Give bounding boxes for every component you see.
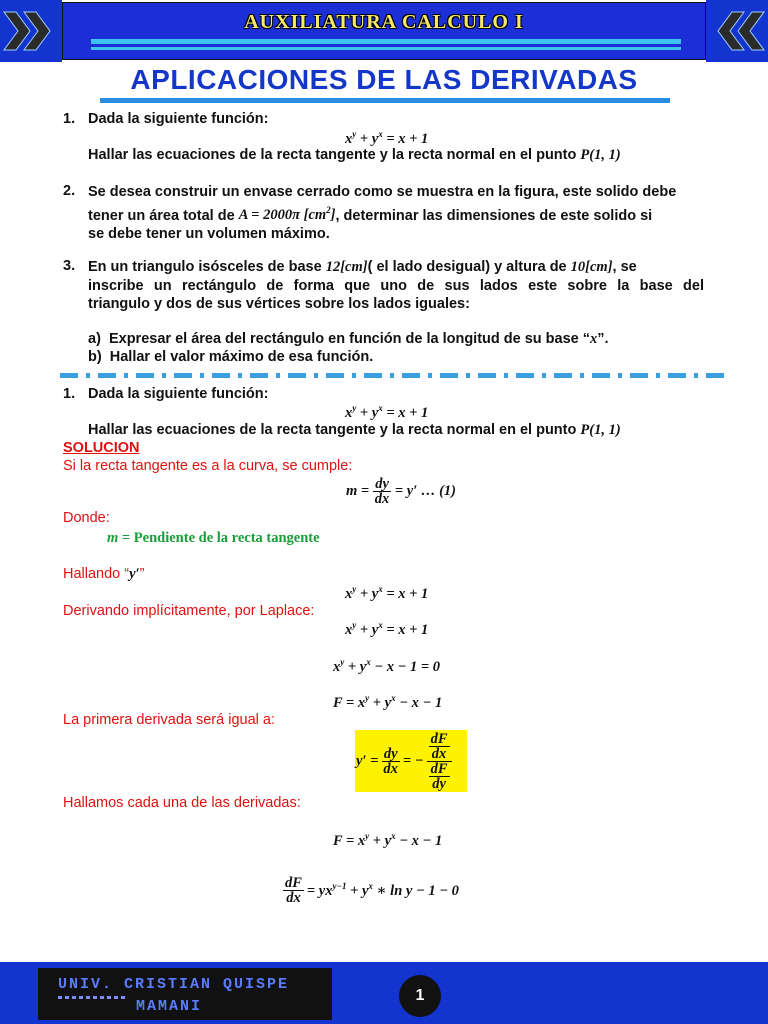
- problem-1-number: 1.: [63, 111, 76, 127]
- problem-1-text: Hallar las ecuaciones de la recta tangente y la recta normal en el punto P(1, 1): [88, 147, 621, 163]
- hallamos-label: Hallamos cada una de las derivadas:: [63, 795, 301, 811]
- problem-3-part-b: b) Hallar el valor máximo de esa función.: [88, 349, 374, 365]
- equation-original: $x^y + y^x = x + 1$: [345, 584, 429, 602]
- equation-F: $F = x^y + y^x - x - 1$: [333, 693, 443, 711]
- problem-2-text: Se desea construir un envase cerrado como se muestra en la figura, este solido debe tener un área total de A = 2000π $[cm^2]$, determinar las dimensiones de este solido si se debe tener un volumen máximo.: [88, 184, 677, 242]
- page-header: [0, 0, 768, 62]
- equation-original-2: $x^y + y^x = x + 1$: [345, 620, 429, 638]
- derivative-formula: y′ = $\frac{dy}{dx}$ = − $\frac{\frac{dF}{dx}}{\frac{dF}{dy}}$: [356, 732, 452, 791]
- problem-3-part-a: a) Expresar el área del rectángulo en función de la longitud de su base “x”.: [88, 331, 609, 347]
- page-number: 1: [399, 975, 441, 1017]
- problem-2-number: 2.: [63, 183, 76, 199]
- header-title: AUXILIATURA CALCULO I: [244, 11, 524, 33]
- header-band: [62, 2, 706, 60]
- solution-problem-equation: $x^y + y^x = x + 1$: [345, 403, 429, 421]
- double-chevron-right-icon: [0, 0, 62, 62]
- author-name-line2: MAMANI: [136, 998, 203, 1015]
- author-name-line1: UNIV. CRISTIAN QUISPE: [58, 976, 290, 993]
- hallando-label: Hallando “y′”: [63, 566, 145, 582]
- double-chevron-left-icon: [706, 0, 768, 62]
- slope-definition: m = Pendiente de la recta tangente: [107, 530, 320, 546]
- solution-statement-1: Si la recta tangente es a la curva, se cumple:: [63, 458, 353, 474]
- equation-zero-form: $x^y + y^x - x - 1 = 0$: [333, 657, 441, 675]
- derivando-label: Derivando implícitamente, por Laplace:: [63, 603, 315, 619]
- donde-label: Donde:: [63, 510, 110, 526]
- solution-problem-number: 1.: [63, 386, 76, 402]
- primera-label: La primera derivada será igual a:: [63, 712, 275, 728]
- problem-1-equation: $x^y + y^x = x + 1$: [345, 129, 429, 147]
- equation-F-2: $F = x^y + y^x - x - 1$: [333, 831, 443, 849]
- equation-slope: m = $\frac{dy}{dx}$ = y′ … (1): [346, 476, 456, 507]
- title-underline: [100, 98, 670, 103]
- solution-heading: SOLUCION: [63, 440, 140, 456]
- footer-dotted-line: [58, 996, 128, 999]
- problem-1-intro: Dada la siguiente función:: [88, 111, 269, 127]
- section-divider: [60, 373, 732, 378]
- page-title: APLICACIONES DE LAS DERIVADAS: [130, 64, 638, 95]
- solution-problem-intro: Dada la siguiente función:: [88, 386, 269, 402]
- solution-problem-text: Hallar las ecuaciones de la recta tangente y la recta normal en el punto P(1, 1): [88, 422, 621, 438]
- problem-3-text: En un triangulo isósceles de base 12[cm]( el lado desigual) y altura de 10[cm], se inscribe un rectángulo de forma que uno de sus lados este sobre la base del triangulo y dos de sus vértices sobre los lados iguales:: [88, 259, 704, 312]
- page-footer: [0, 962, 768, 1024]
- problem-3-number: 3.: [63, 258, 76, 274]
- equation-dF-dx: $\frac{dF}{dx}$ = $yx^{y-1} + y^x$ ∗ ln y − 1 − 0: [285, 875, 459, 906]
